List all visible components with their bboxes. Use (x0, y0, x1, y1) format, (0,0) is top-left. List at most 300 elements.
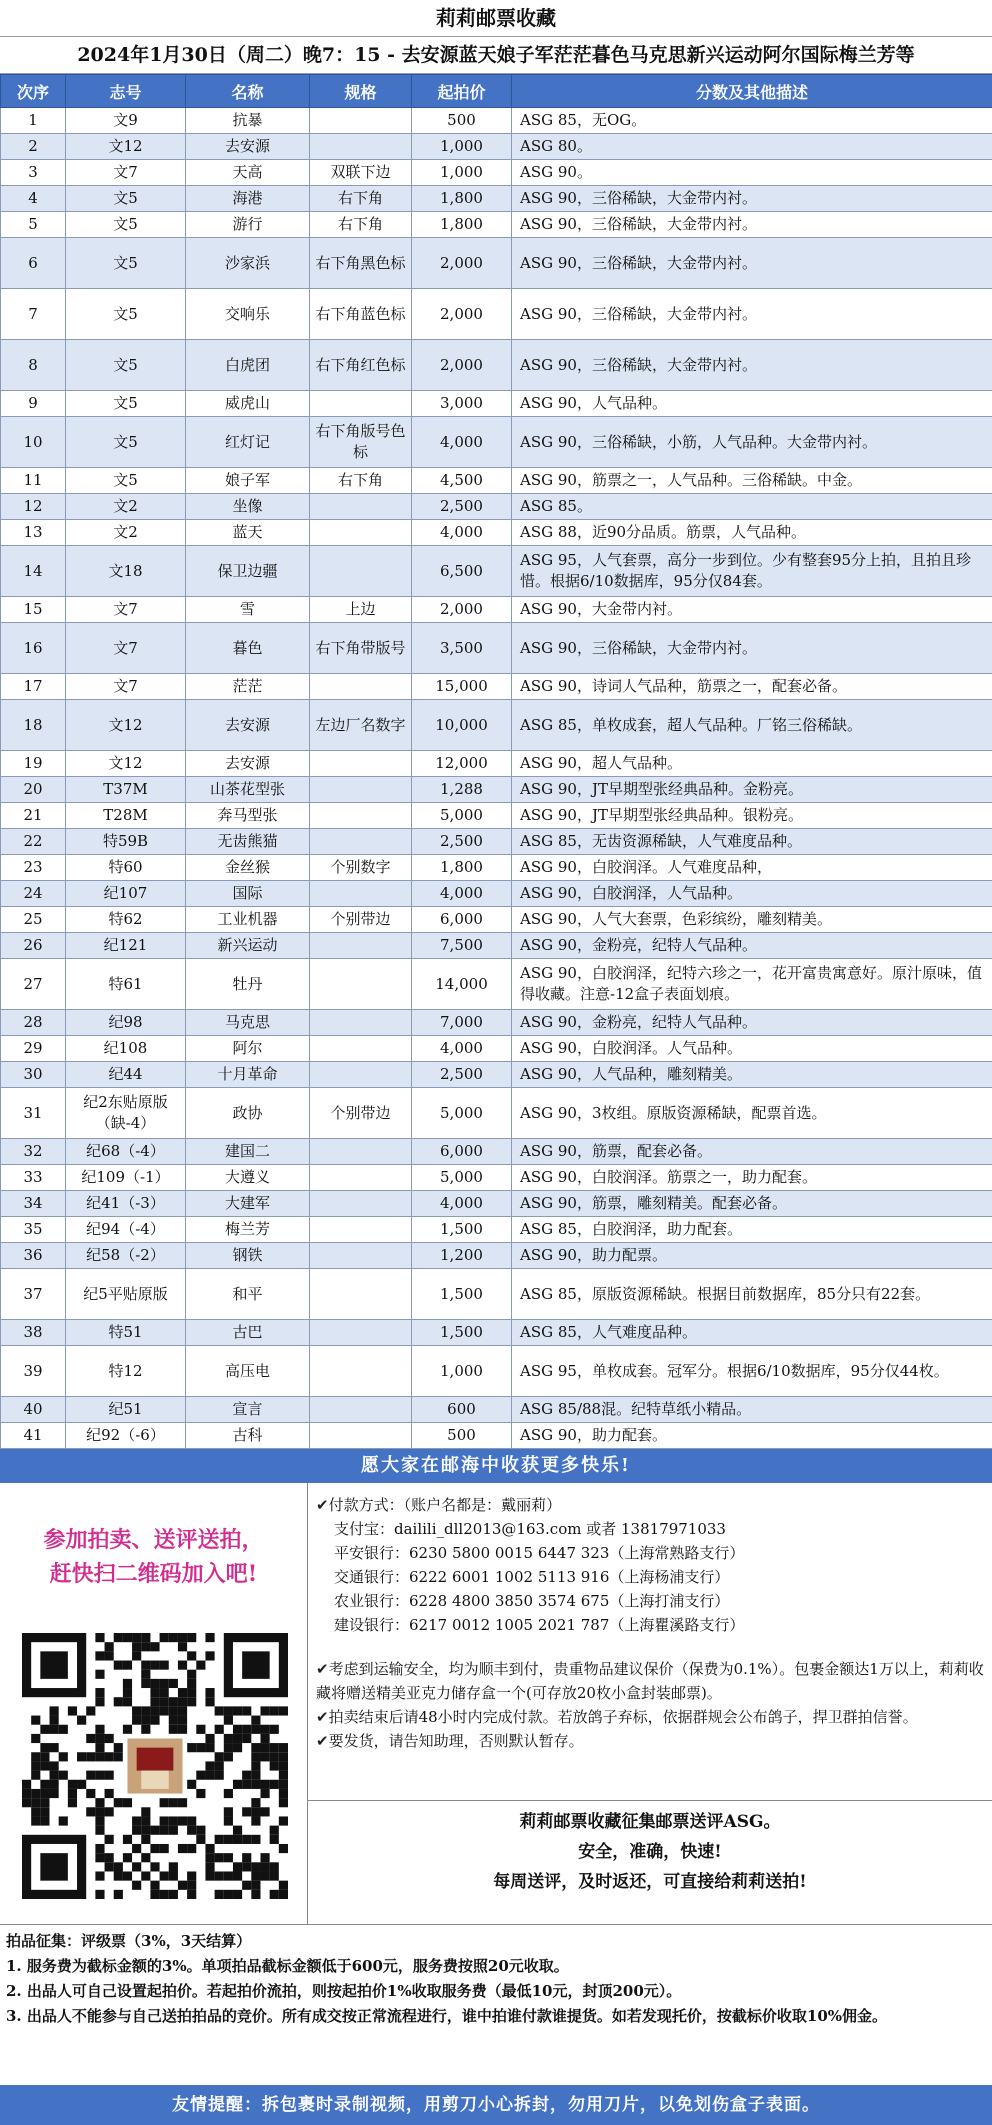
lot-desc: ASG 90，诗词人气品种，筋票之一，配套必备。 (512, 674, 992, 700)
lot-price: 1,800 (412, 212, 512, 238)
lot-name: 去安源 (186, 700, 310, 751)
lot-spec: 右下角版号色标 (310, 417, 412, 468)
lot-name: 钢铁 (186, 1243, 310, 1269)
lot-desc: ASG 90，筋票，配套必备。 (512, 1139, 992, 1165)
lot-desc: ASG 80。 (512, 134, 992, 160)
lot-index: 26 (1, 933, 66, 959)
lot-name: 蓝天 (186, 520, 310, 546)
lot-index: 35 (1, 1217, 66, 1243)
lot-spec (310, 1217, 412, 1243)
table-row (1, 803, 992, 829)
table-row (1, 700, 992, 751)
lot-desc: ASG 95，单枚成套。冠军分。根据6/10数据库，95分仅44枚。 (512, 1346, 992, 1397)
lot-index: 31 (1, 1088, 66, 1139)
lot-desc: ASG 90，筋票，雕刻精美。配套必备。 (512, 1191, 992, 1217)
table-row (1, 468, 992, 494)
lot-code: 文5 (66, 468, 186, 494)
lot-index: 37 (1, 1269, 66, 1320)
lot-code: 文5 (66, 212, 186, 238)
table-row (1, 623, 992, 674)
qr-code-icon[interactable] (22, 1633, 288, 1899)
bank-line-bocom: 交通银行：6222 6001 1002 5113 916（上海杨浦支行） (316, 1565, 984, 1589)
table-row (1, 1139, 992, 1165)
lot-index: 21 (1, 803, 66, 829)
lot-price: 6,000 (412, 1139, 512, 1165)
lot-name: 暮色 (186, 623, 310, 674)
table-row (1, 238, 992, 289)
delivery-note (316, 1729, 984, 1753)
lot-code: 文5 (66, 289, 186, 340)
table-row (1, 1217, 992, 1243)
delivery-note-text: 要发货，请告知助理，否则默认暂存。 (329, 1732, 584, 1750)
lot-spec: 右下角 (310, 212, 412, 238)
table-row (1, 1243, 992, 1269)
check-icon: ✔ (316, 1660, 329, 1678)
lot-price: 15,000 (412, 674, 512, 700)
lot-desc: ASG 90，JT早期型张经典品种。金粉亮。 (512, 777, 992, 803)
lot-name: 大遵义 (186, 1165, 310, 1191)
lot-code: 特12 (66, 1346, 186, 1397)
check-icon: ✔ (316, 1732, 329, 1750)
table-row (1, 1191, 992, 1217)
table-row (1, 1062, 992, 1088)
lot-index: 15 (1, 597, 66, 623)
table-row (1, 829, 992, 855)
lot-desc: ASG 85，无齿资源稀缺，人气难度品种。 (512, 829, 992, 855)
lot-code: 文12 (66, 134, 186, 160)
lot-index: 22 (1, 829, 66, 855)
table-row (1, 751, 992, 777)
promo-panel (0, 1483, 308, 1924)
lot-spec: 双联下边 (310, 160, 412, 186)
lot-spec (310, 777, 412, 803)
lot-name: 古科 (186, 1423, 310, 1449)
lot-spec: 个别带边 (310, 1088, 412, 1139)
lot-desc: ASG 90，白胶润泽，纪特六珍之一，花开富贵寓意好。原汁原味，值得收藏。注意-12盒子表面划痕。 (512, 959, 992, 1010)
lot-index: 12 (1, 494, 66, 520)
lot-desc: ASG 90，助力配票。 (512, 1243, 992, 1269)
lot-price: 2,500 (412, 829, 512, 855)
lot-code: 纪51 (66, 1397, 186, 1423)
table-header-row (1, 75, 992, 108)
lot-index: 23 (1, 855, 66, 881)
payment-deadline-text: 拍卖结束后请48小时内完成付款。若放鸽子弃标，依据群规会公布鸽子，捍卫群拍信誉。 (329, 1708, 918, 1726)
lot-desc: ASG 90，金粉亮，纪特人气品种。 (512, 1010, 992, 1036)
lot-price: 12,000 (412, 751, 512, 777)
lot-index: 5 (1, 212, 66, 238)
page-title: 莉莉邮票收藏 (0, 0, 992, 37)
lot-code: 文5 (66, 417, 186, 468)
check-icon: ✔ (316, 1708, 329, 1726)
lot-desc: ASG 95，人气套票，高分一步到位。少有整套95分上拍，且拍且珍惜。根据6/10数据库，95分仅84套。 (512, 546, 992, 597)
table-row (1, 855, 992, 881)
lot-code: 文7 (66, 623, 186, 674)
lot-name: 新兴运动 (186, 933, 310, 959)
lot-price: 1,000 (412, 134, 512, 160)
lot-price: 1,000 (412, 160, 512, 186)
lot-price: 4,000 (412, 1191, 512, 1217)
lot-desc: ASG 90，白胶润泽。筋票之一，助力配套。 (512, 1165, 992, 1191)
lot-price: 6,000 (412, 907, 512, 933)
lot-name: 牡丹 (186, 959, 310, 1010)
lot-name: 沙家浜 (186, 238, 310, 289)
lot-name: 国际 (186, 881, 310, 907)
lot-name: 高压电 (186, 1346, 310, 1397)
lot-desc: ASG 90，三俗稀缺，大金带内衬。 (512, 238, 992, 289)
lot-desc: ASG 85，单枚成套，超人气品种。厂铭三俗稀缺。 (512, 700, 992, 751)
lot-price: 1,800 (412, 855, 512, 881)
lot-price: 3,500 (412, 623, 512, 674)
lot-code: 纪94（-4） (66, 1217, 186, 1243)
lot-price: 7,000 (412, 1010, 512, 1036)
promo-line-1: 参加拍卖、送评送拍， (0, 1523, 307, 1557)
lot-price: 1,000 (412, 1346, 512, 1397)
table-row (1, 1423, 992, 1449)
lot-name: 大建军 (186, 1191, 310, 1217)
lot-index: 10 (1, 417, 66, 468)
table-row (1, 674, 992, 700)
asg-line-3: 每周送评，及时返还，可直接给莉莉送拍! (308, 1867, 992, 1897)
lot-spec: 右下角红色标 (310, 340, 412, 391)
lot-code: 文12 (66, 700, 186, 751)
lot-desc: ASG 90，助力配套。 (512, 1423, 992, 1449)
lot-name: 梅兰芳 (186, 1217, 310, 1243)
asg-line-1: 莉莉邮票收藏征集邮票送评ASG。 (308, 1807, 992, 1837)
payment-methods-row (316, 1493, 984, 1517)
lot-name: 抗暴 (186, 108, 310, 134)
lot-index: 4 (1, 186, 66, 212)
lot-desc: ASG 90，人气品种。 (512, 391, 992, 417)
lot-index: 18 (1, 700, 66, 751)
lot-price: 2,000 (412, 289, 512, 340)
table-row (1, 546, 992, 597)
lot-name: 交响乐 (186, 289, 310, 340)
lot-spec (310, 751, 412, 777)
lot-spec (310, 1036, 412, 1062)
lot-desc: ASG 85，人气难度品种。 (512, 1320, 992, 1346)
lot-price: 1,288 (412, 777, 512, 803)
lot-price: 2,000 (412, 340, 512, 391)
lot-code: 纪41（-3） (66, 1191, 186, 1217)
table-row (1, 520, 992, 546)
lot-spec (310, 520, 412, 546)
table-row (1, 1036, 992, 1062)
table-row (1, 881, 992, 907)
lot-name: 奔马型张 (186, 803, 310, 829)
lot-price: 2,500 (412, 494, 512, 520)
bank-line-pingan: 平安银行：6230 5800 0015 6447 323（上海常熟路支行） (316, 1541, 984, 1565)
lot-spec (310, 108, 412, 134)
table-row (1, 1397, 992, 1423)
rule-2: 2. 出品人可自己设置起拍价。若起拍价流拍，则按起拍价1%收取服务费（最低10元，封顶200元）。 (6, 1979, 986, 2004)
table-row (1, 417, 992, 468)
lot-code: 文5 (66, 340, 186, 391)
lot-spec (310, 1165, 412, 1191)
lot-name: 天高 (186, 160, 310, 186)
lot-index: 29 (1, 1036, 66, 1062)
lot-code: 纪44 (66, 1062, 186, 1088)
lot-index: 6 (1, 238, 66, 289)
lots-table (0, 74, 992, 1449)
lot-spec (310, 1139, 412, 1165)
lot-price: 2,000 (412, 597, 512, 623)
lot-spec (310, 1346, 412, 1397)
lot-price: 1,200 (412, 1243, 512, 1269)
info-section (0, 1483, 992, 1925)
lot-index: 8 (1, 340, 66, 391)
table-row (1, 1010, 992, 1036)
lot-price: 4,000 (412, 520, 512, 546)
col-header-desc: 分数及其他描述 (512, 75, 992, 108)
lot-code: 文5 (66, 238, 186, 289)
table-row (1, 907, 992, 933)
lot-desc: ASG 85，原版资源稀缺。根据目前数据库，85分只有22套。 (512, 1269, 992, 1320)
lot-desc: ASG 90，三俗稀缺，大金带内衬。 (512, 340, 992, 391)
lot-name: 海港 (186, 186, 310, 212)
col-header-code: 志号 (66, 75, 186, 108)
lot-spec: 右下角 (310, 186, 412, 212)
lot-code: 特51 (66, 1320, 186, 1346)
lot-price: 5,000 (412, 1088, 512, 1139)
lot-desc: ASG 90，白胶润泽，人气品种。 (512, 881, 992, 907)
lot-name: 建国二 (186, 1139, 310, 1165)
lot-index: 39 (1, 1346, 66, 1397)
lot-price: 2,500 (412, 1062, 512, 1088)
lot-name: 马克思 (186, 1010, 310, 1036)
alipay-line: 支付宝：dailili_dll2013@163.com 或者 13817971033 (316, 1517, 984, 1541)
check-icon: ✔ (316, 1496, 329, 1514)
lot-index: 27 (1, 959, 66, 1010)
lot-spec: 右下角 (310, 468, 412, 494)
lot-index: 40 (1, 1397, 66, 1423)
lot-name: 宣言 (186, 1397, 310, 1423)
table-row (1, 212, 992, 238)
lot-name: 无齿熊猫 (186, 829, 310, 855)
bank-line-abc: 农业银行：6228 4800 3850 3574 675（上海打浦支行） (316, 1589, 984, 1613)
lot-index: 28 (1, 1010, 66, 1036)
table-row (1, 289, 992, 340)
lot-desc: ASG 90，三俗稀缺，大金带内衬。 (512, 212, 992, 238)
lot-code: 纪92（-6） (66, 1423, 186, 1449)
lot-price: 4,500 (412, 468, 512, 494)
lot-name: 金丝猴 (186, 855, 310, 881)
lot-index: 13 (1, 520, 66, 546)
auction-subtitle: 2024年1月30日（周二）晚7：15 - 去安源蓝天娘子军茫茫暮色马克思新兴运动阿尔国际梅兰芳等 (0, 37, 992, 74)
lot-code: 纪2东贴原版（缺-4） (66, 1088, 186, 1139)
lot-name: 娘子军 (186, 468, 310, 494)
asg-line-2: 安全，准确，快速! (308, 1837, 992, 1867)
lot-spec (310, 1423, 412, 1449)
lot-index: 7 (1, 289, 66, 340)
lot-index: 33 (1, 1165, 66, 1191)
lot-desc: ASG 90。 (512, 160, 992, 186)
lot-desc: ASG 90，JT早期型张经典品种。银粉亮。 (512, 803, 992, 829)
table-row (1, 959, 992, 1010)
lot-code: 纪108 (66, 1036, 186, 1062)
table-row (1, 933, 992, 959)
table-row (1, 1088, 992, 1139)
lot-index: 19 (1, 751, 66, 777)
lot-code: 特59B (66, 829, 186, 855)
lot-code: 文7 (66, 160, 186, 186)
lot-index: 9 (1, 391, 66, 417)
lot-code: 纪5平贴原版 (66, 1269, 186, 1320)
lot-code: 文5 (66, 391, 186, 417)
lot-desc: ASG 90，3枚组。原版资源稀缺，配票首选。 (512, 1088, 992, 1139)
lot-price: 5,000 (412, 1165, 512, 1191)
lot-name: 古巴 (186, 1320, 310, 1346)
lot-desc: ASG 90，三俗稀缺，大金带内衬。 (512, 623, 992, 674)
lot-code: T28M (66, 803, 186, 829)
lot-spec: 个别数字 (310, 855, 412, 881)
lot-price: 4,000 (412, 1036, 512, 1062)
lot-spec (310, 933, 412, 959)
lot-code: 纪68（-4） (66, 1139, 186, 1165)
lot-desc: ASG 90，三俗稀缺，小筋，人气品种。大金带内衬。 (512, 417, 992, 468)
shipping-note-text: 考虑到运输安全，均为顺丰到付，贵重物品建议保价（保费为0.1%）。包裹金额达1万以上，莉莉收藏将赠送精美亚克力储存盒一个(可存放20枚小盒封装邮票)。 (316, 1660, 984, 1702)
lot-name: 工业机器 (186, 907, 310, 933)
lot-desc: ASG 85，无OG。 (512, 108, 992, 134)
lot-code: 文18 (66, 546, 186, 597)
lot-name: 去安源 (186, 751, 310, 777)
lot-spec (310, 1243, 412, 1269)
col-header-spec: 规格 (310, 75, 412, 108)
lot-code: 文7 (66, 597, 186, 623)
lot-price: 5,000 (412, 803, 512, 829)
rule-3: 3. 出品人不能参与自己送拍拍品的竞价。所有成交按正常流程进行，谁中拍谁付款谁提货。如若发现托价，按截标价收取10%佣金。 (6, 2004, 986, 2029)
lot-price: 1,500 (412, 1217, 512, 1243)
lot-code: 特61 (66, 959, 186, 1010)
lot-spec (310, 959, 412, 1010)
lot-code: 纪107 (66, 881, 186, 907)
lot-desc: ASG 90，超人气品种。 (512, 751, 992, 777)
lot-code: 纪58（-2） (66, 1243, 186, 1269)
lot-spec (310, 803, 412, 829)
lot-spec (310, 1062, 412, 1088)
table-row (1, 340, 992, 391)
lot-price: 10,000 (412, 700, 512, 751)
lot-price: 600 (412, 1397, 512, 1423)
asg-service-box (308, 1800, 992, 1924)
lot-desc: ASG 85/88混。纪特草纸小精品。 (512, 1397, 992, 1423)
lot-index: 41 (1, 1423, 66, 1449)
lot-index: 14 (1, 546, 66, 597)
lot-spec (310, 546, 412, 597)
lot-desc: ASG 90，大金带内衬。 (512, 597, 992, 623)
lot-index: 36 (1, 1243, 66, 1269)
shipping-note (316, 1657, 984, 1705)
footer-reminder: 友情提醒：拆包裹时录制视频，用剪刀小心拆封，勿用刀片，以免划伤盒子表面。 (0, 2085, 992, 2125)
rule-1: 1. 服务费为截标金额的3%。单项拍品截标金额低于600元，服务费按照20元收取。 (6, 1954, 986, 1979)
table-row (1, 186, 992, 212)
table-row (1, 1269, 992, 1320)
promo-line-2: 赶快扫二维码加入吧! (0, 1557, 307, 1591)
lot-spec (310, 1397, 412, 1423)
bank-line-ccb: 建设银行：6217 0012 1005 2021 787（上海瞿溪路支行） (316, 1613, 984, 1637)
lot-index: 16 (1, 623, 66, 674)
wish-banner: 愿大家在邮海中收获更多快乐! (0, 1449, 992, 1483)
table-row (1, 1165, 992, 1191)
lot-code: 纪121 (66, 933, 186, 959)
lot-index: 17 (1, 674, 66, 700)
lots-table-body (1, 108, 992, 1449)
lot-spec (310, 1010, 412, 1036)
lot-name: 红灯记 (186, 417, 310, 468)
lot-price: 4,000 (412, 417, 512, 468)
lot-code: T37M (66, 777, 186, 803)
lot-code: 特60 (66, 855, 186, 881)
lot-desc: ASG 90，三俗稀缺，大金带内衬。 (512, 289, 992, 340)
lot-spec (310, 674, 412, 700)
payment-methods-label: 付款方式：（账户名都是：戴丽莉） (329, 1496, 562, 1514)
lot-spec: 个别带边 (310, 907, 412, 933)
lot-price: 1,800 (412, 186, 512, 212)
promo-text (0, 1523, 307, 1591)
lot-spec: 左边厂名数字 (310, 700, 412, 751)
lot-desc: ASG 90，白胶润泽。人气品种。 (512, 1036, 992, 1062)
lot-desc: ASG 90，金粉亮，纪特人气品种。 (512, 933, 992, 959)
lot-spec (310, 391, 412, 417)
lot-index: 25 (1, 907, 66, 933)
lot-desc: ASG 90，筋票之一，人气品种。三俗稀缺。中金。 (512, 468, 992, 494)
lot-price: 500 (412, 108, 512, 134)
lot-spec (310, 1269, 412, 1320)
lot-index: 1 (1, 108, 66, 134)
rules-heading: 拍品征集：评级票（3%，3天结算） (6, 1929, 986, 1954)
lot-price: 1,500 (412, 1269, 512, 1320)
lot-spec (310, 134, 412, 160)
lot-name: 和平 (186, 1269, 310, 1320)
lot-name: 保卫边疆 (186, 546, 310, 597)
lot-index: 11 (1, 468, 66, 494)
lot-spec: 右下角黑色标 (310, 238, 412, 289)
lot-desc: ASG 85，白胶润泽，助力配套。 (512, 1217, 992, 1243)
lot-desc: ASG 90，人气大套票，色彩缤纷，雕刻精美。 (512, 907, 992, 933)
lot-price: 7,500 (412, 933, 512, 959)
lot-index: 24 (1, 881, 66, 907)
lot-spec (310, 1320, 412, 1346)
lot-desc: ASG 90，白胶润泽。人气难度品种， (512, 855, 992, 881)
lot-price: 500 (412, 1423, 512, 1449)
lot-spec (310, 881, 412, 907)
lot-spec: 上边 (310, 597, 412, 623)
lot-price: 1,500 (412, 1320, 512, 1346)
lot-name: 威虎山 (186, 391, 310, 417)
lot-price: 6,500 (412, 546, 512, 597)
lot-code: 纪109（-1） (66, 1165, 186, 1191)
lot-spec (310, 1191, 412, 1217)
lot-code: 纪98 (66, 1010, 186, 1036)
lot-index: 3 (1, 160, 66, 186)
lot-code: 文2 (66, 520, 186, 546)
table-row (1, 1346, 992, 1397)
table-row (1, 777, 992, 803)
lot-price: 14,000 (412, 959, 512, 1010)
lot-spec (310, 494, 412, 520)
lot-name: 坐像 (186, 494, 310, 520)
table-row (1, 597, 992, 623)
lot-price: 3,000 (412, 391, 512, 417)
lot-name: 白虎团 (186, 340, 310, 391)
lot-desc: ASG 90，人气品种，雕刻精美。 (512, 1062, 992, 1088)
lot-desc: ASG 90，三俗稀缺，大金带内衬。 (512, 186, 992, 212)
lot-name: 山茶花型张 (186, 777, 310, 803)
payment-deadline-note (316, 1705, 984, 1729)
lot-index: 38 (1, 1320, 66, 1346)
table-row (1, 134, 992, 160)
lot-name: 阿尔 (186, 1036, 310, 1062)
lot-index: 32 (1, 1139, 66, 1165)
